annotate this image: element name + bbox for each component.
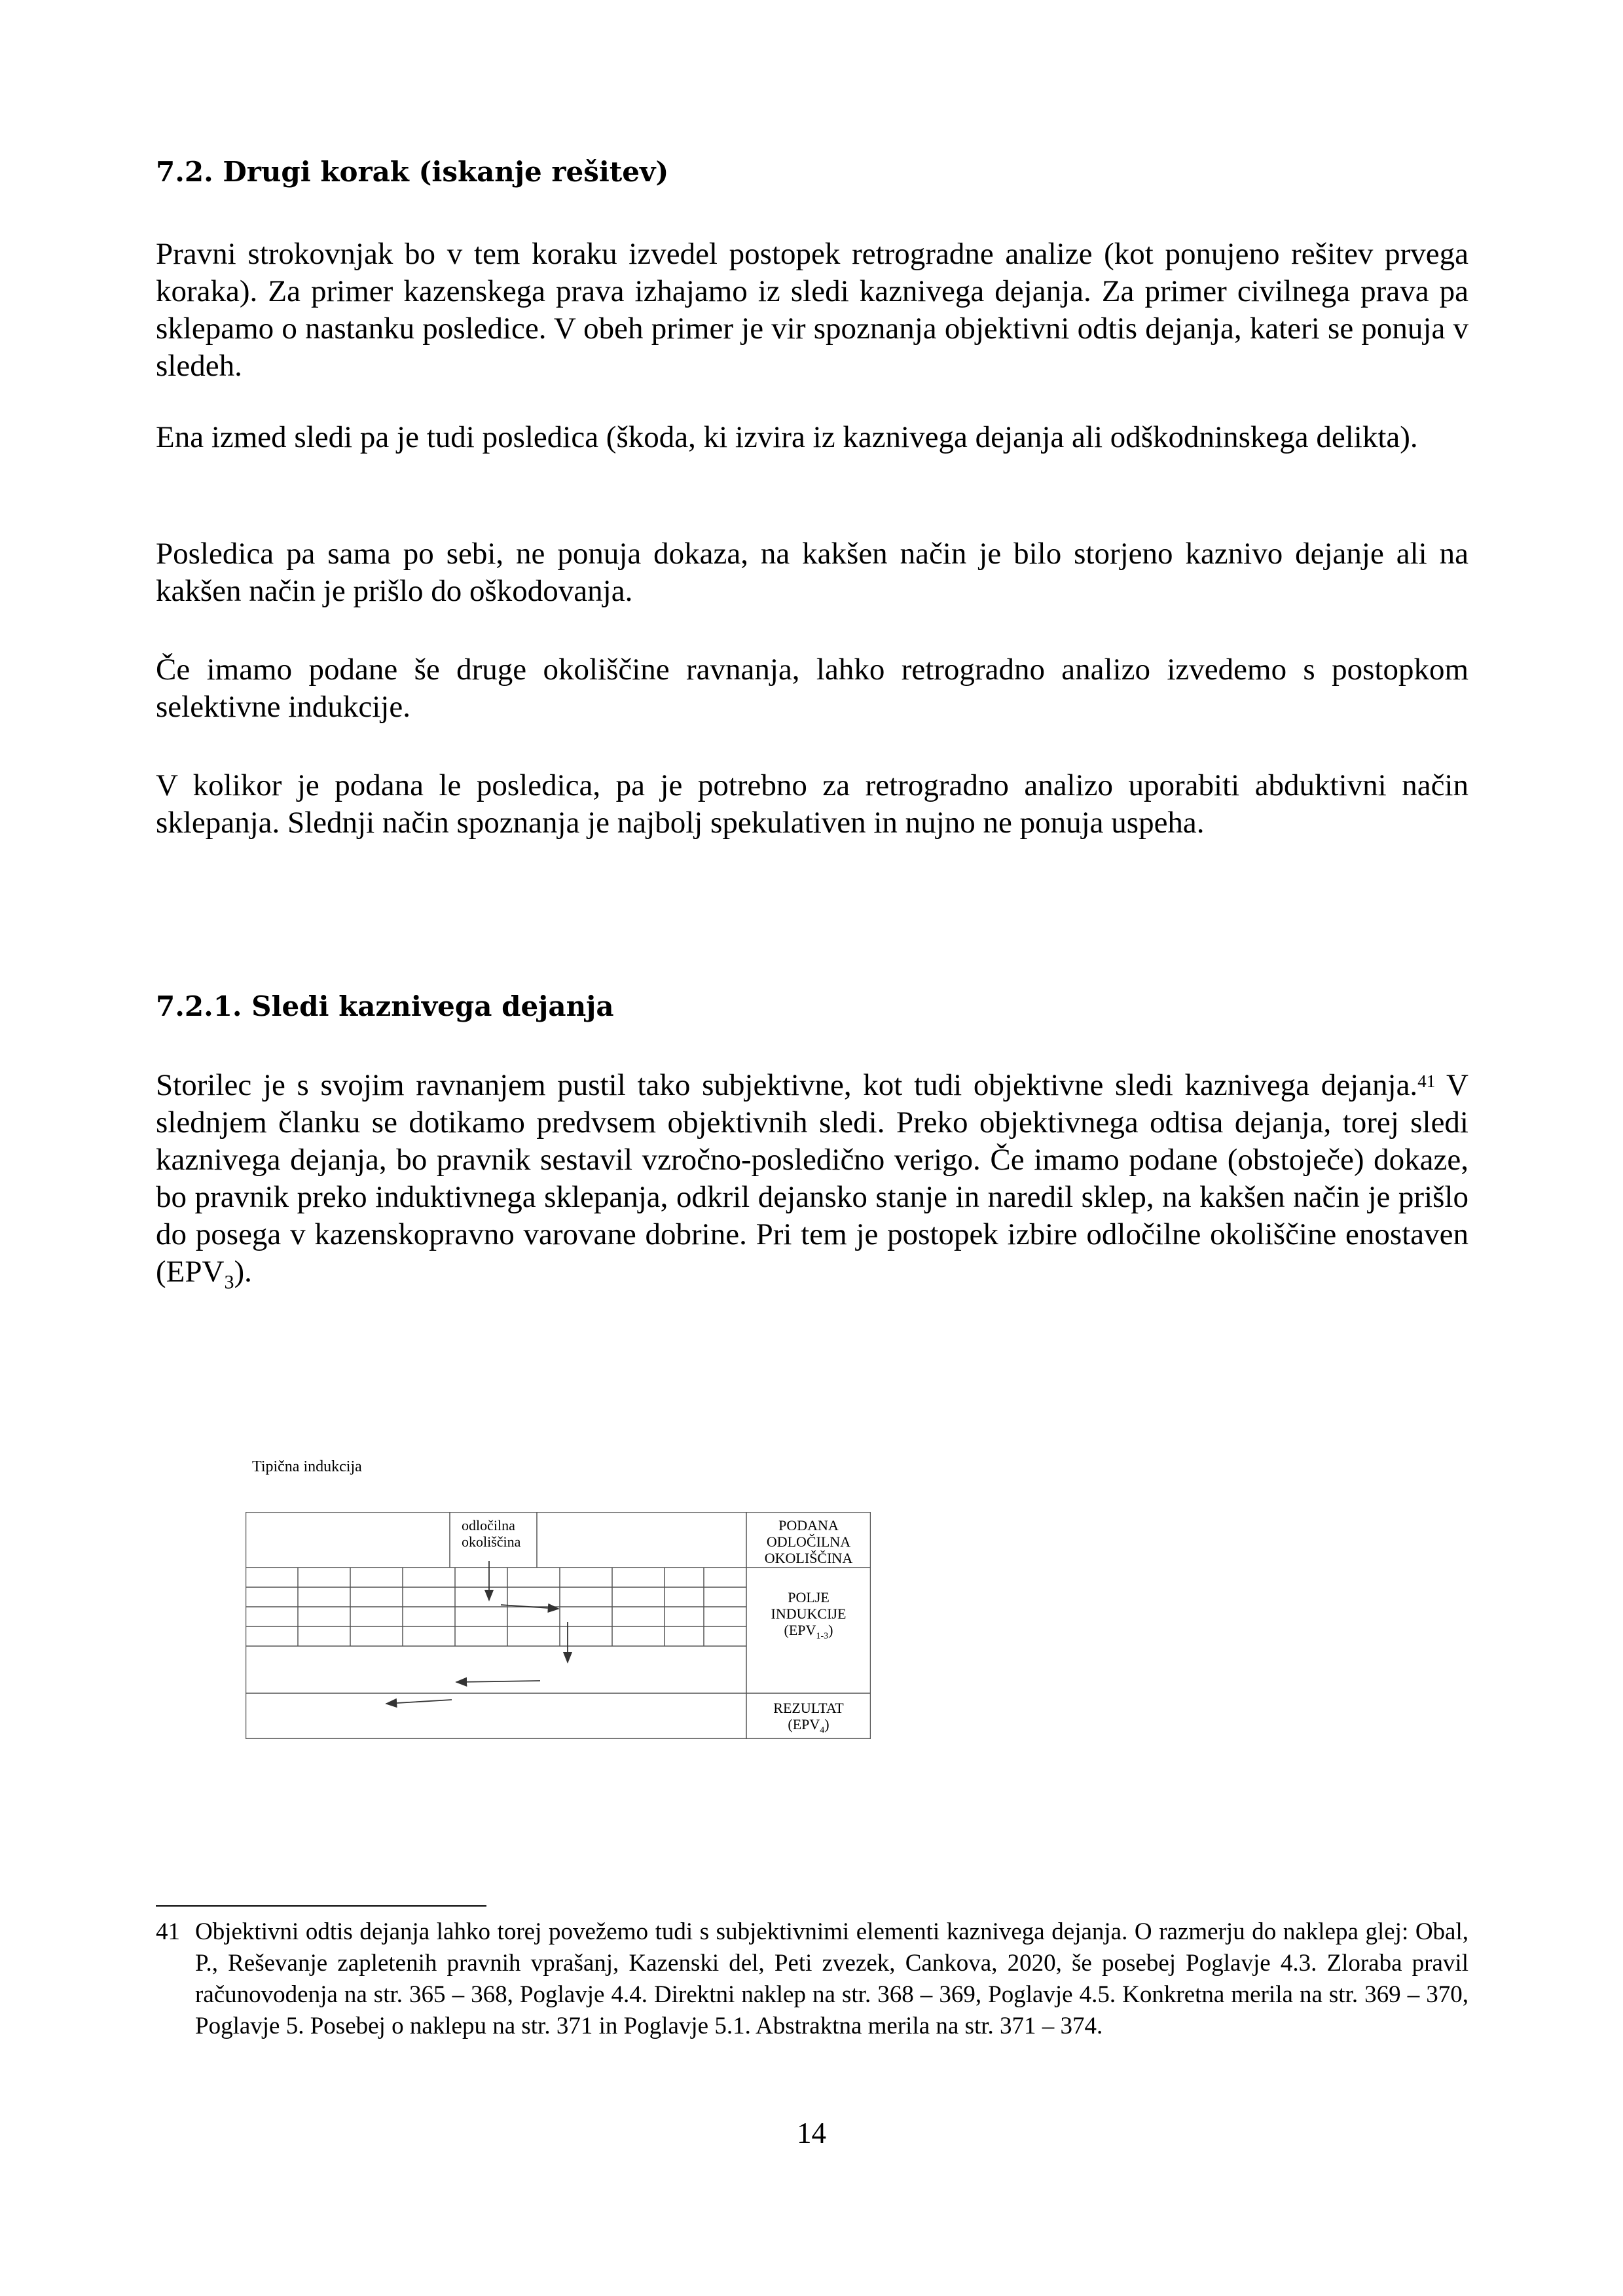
arrow-left-1 <box>456 1681 540 1682</box>
paragraph-3: Posledica pa sama po sebi, ne ponuja dokaza, na kakšen način je bilo storjeno kaznivo dejanje ali na kakšen način je prišlo do oškodovanja. <box>156 537 1468 608</box>
label-given-circumstance: PODANA ODLOČILNA OKOLIŠČINA <box>764 1517 853 1566</box>
arrow-left-2 <box>386 1700 452 1704</box>
paragraph-4: Če imamo podane še druge okoliščine ravnanja, lahko retrogradno analizo izvedemo s postopkom selektivne indukcije. <box>156 653 1468 724</box>
paragraph-5: V kolikor je podana le posledica, pa je potrebno za retrogradno analizo uporabiti abduktivni način sklepanja. Slednji način spoznanja je najbolj spekulativen in nujno ne ponuja uspeha. <box>156 768 1468 840</box>
footnote-text: Objektivni odtis dejanja lahko torej povežemo tudi s subjektivnimi elementi kaznivega dejanja. O razmerju do naklepa glej: Obal, P., Reševanje zapletenih pravnih vprašanj, Kazenski del, Peti zvezek, Cankova, 2020, še posebej Poglavje 4.3. Zloraba pravil računovodenja na str. 365 – 368, Poglavje 4.4. Direktni naklep na str. 368 – 369, Poglavje 4.5. Konkretna merila na str. 369 – 370, Poglavje 5. Posebej o naklepu na str. 371 in Poglavje 5.1. Abstraktna merila na str. 371 – 374. <box>195 1918 1468 2039</box>
footnote-separator <box>156 1905 486 1907</box>
footnote-number: 41 <box>156 1918 180 1945</box>
subsection-heading: 7.2.1. Sledi kaznivega dejanja <box>156 990 614 1022</box>
subsection-text-3: ). <box>234 1255 252 1289</box>
page-number: 14 <box>797 2117 826 2149</box>
subsection-paragraph <box>156 1067 1468 1300</box>
subsection-text-1: Storilec je s svojim ravnanjem pustil tako subjektivne, kot tudi objektivne sledi kaznivega dejanja. <box>156 1068 1418 1102</box>
label-result: REZULTAT $(EPV_4)$ <box>773 1700 844 1736</box>
label-decisive-circumstance: odločilna okoliščina <box>462 1517 521 1550</box>
paragraph-1: Pravni strokovnjak bo v tem koraku izvedel postopek retrogradne analize (kot ponujeno rešitev prvega koraka). Za primer kazenskega prava izhajamo iz sledi kaznivega dejanja. Za primer civilnega prava pa sklepamo o nastanku posledice. V obeh primer je vir spoznanja objektivni odtis dejanja, kateri se ponuja v sledeh. <box>156 237 1468 383</box>
subsection-text-2: V slednjem članku se dotikamo predvsem objektivnih sledi. Preko objektivnega odtisa dejanja, torej sledi kaznivega dejanja, bo pravnik sestavil vzročno-posledično verigo. Če imamo podane (obstoječe) dokaze, bo pravnik preko induktivnega sklepanja, odkril dejansko stanje in naredil sklep, na kakšen način je prišlo do posega v kazenskopravno varovane dobrine. Pri tem je postopek izbire odločilne okoliščine enostaven (EPV <box>156 1068 1469 1289</box>
subscript-3: 3 <box>224 1271 234 1293</box>
footnote-reference[interactable]: 41 <box>1417 1071 1436 1091</box>
paragraph-2: Ena izmed sledi pa je tudi posledica (škoda, ki izvira iz kaznivega dejanja ali odškodninskega delikta). <box>156 420 1418 454</box>
label-induction-field: POLJE INDUKCIJE $(EPV_{1-3})$ <box>771 1589 847 1641</box>
footnote <box>156 1916 1468 2042</box>
section-heading: 7.2. Drugi korak (iskanje rešitev) <box>156 156 669 188</box>
figure-caption: Tipična indukcija <box>252 1458 362 1475</box>
